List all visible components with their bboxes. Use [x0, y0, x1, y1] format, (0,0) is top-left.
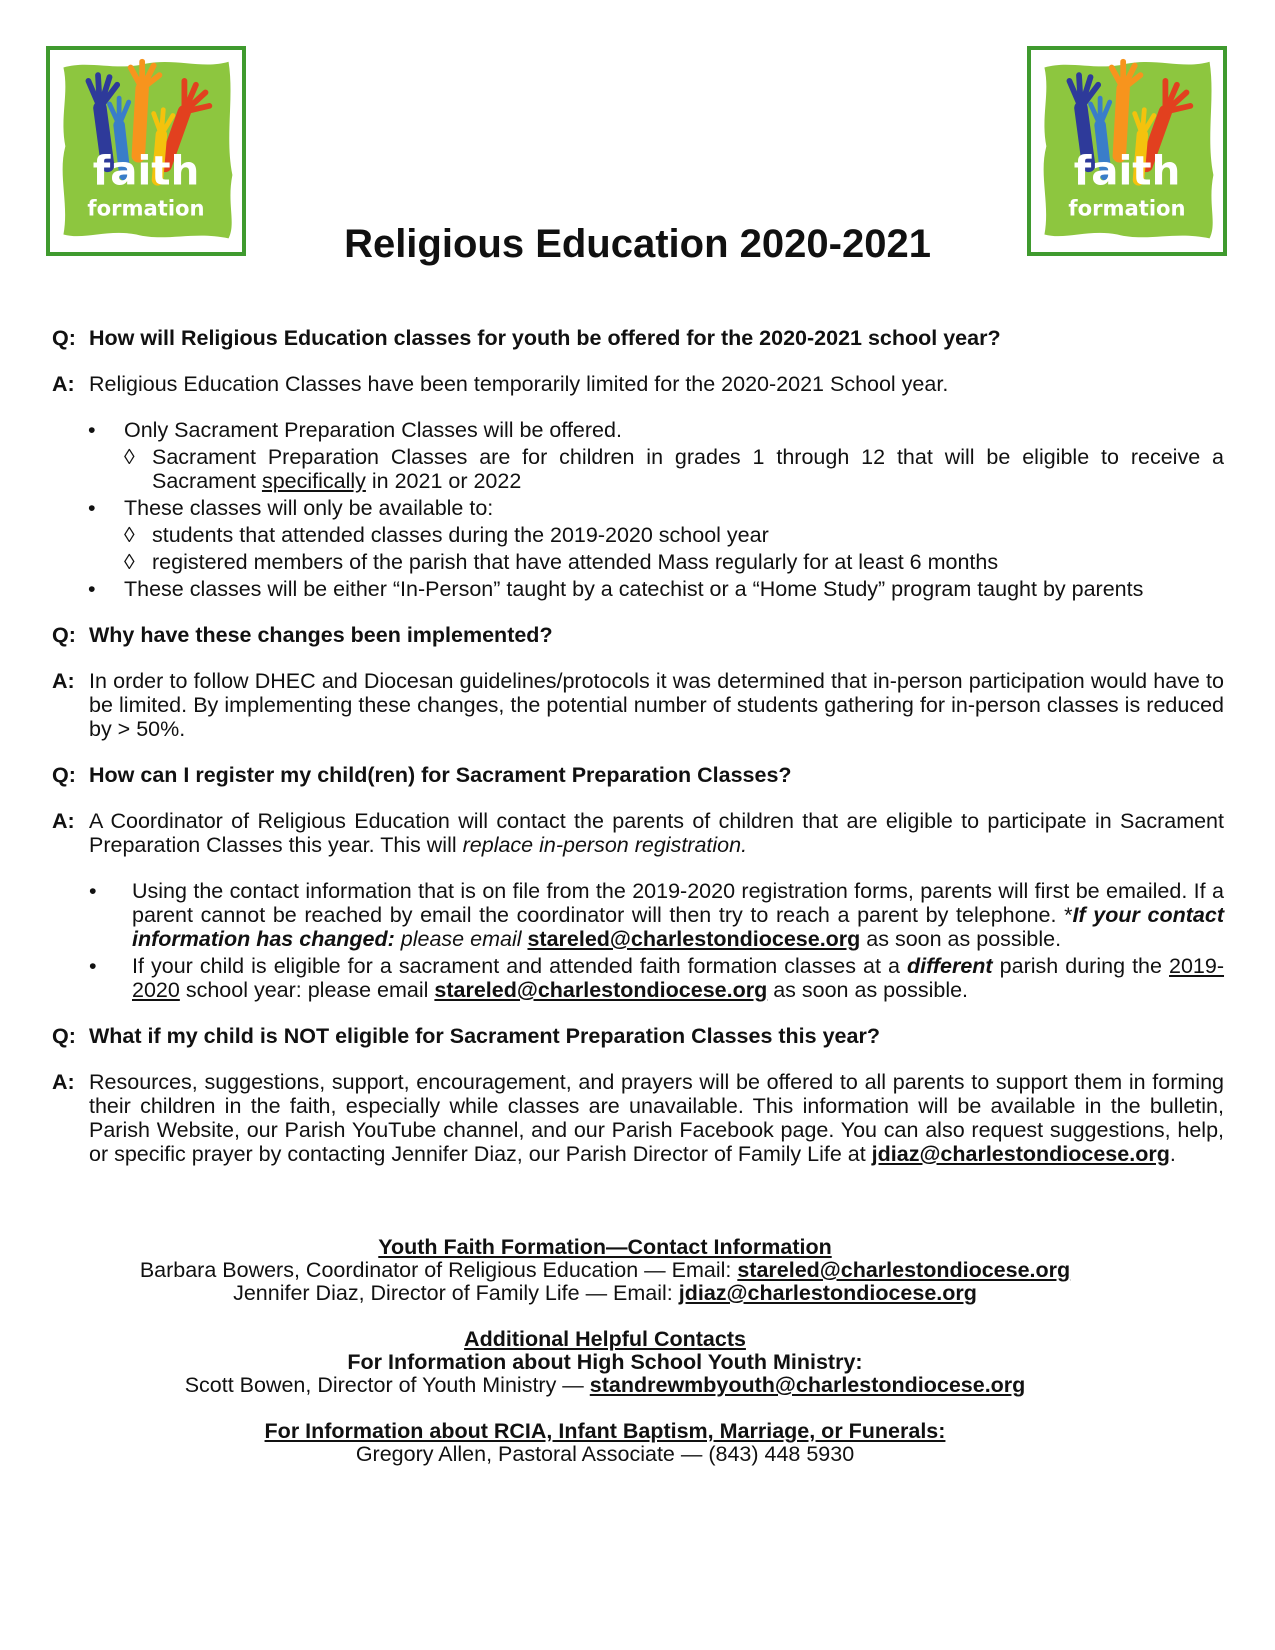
list-item: • Only Sacrament Preparation Classes will be offered. ◊ Sacrament Preparation Classes are for children in grades 1 through 12 that will be eligible to receive a Sacrament specifically in 2021 or 2022: [52, 418, 1224, 493]
question-4: [52, 1024, 1224, 1048]
email-link[interactable]: jdiaz@charlestondiocese.org: [678, 1281, 977, 1305]
answer-1-bullets: [52, 418, 1224, 601]
email-link[interactable]: jdiaz@charlestondiocese.org: [871, 1142, 1170, 1166]
sub-list: [124, 523, 1224, 574]
email-link[interactable]: stareled@charlestondiocese.org: [527, 927, 861, 951]
list-item: • These classes will only be available to: ◊ students that attended classes during the 2019-2020 school year ◊ registered members of the parish that have attended Mass regularly for at least 6 months: [52, 496, 1224, 574]
list-item: ◊ registered members of the parish that have attended Mass regularly for at least 6 months: [124, 550, 1224, 574]
faq-body: [52, 326, 1224, 1166]
answer-3-bullets: [52, 879, 1224, 1002]
q-label: Q:: [52, 326, 76, 350]
page-title: Religious Education 2020-2021: [344, 222, 931, 266]
q-label: Q:: [52, 623, 76, 647]
contact-line: Barbara Bowers, Coordinator of Religious Education — Email: stareled@charlestondiocese.org: [139, 1258, 1071, 1282]
svg-text:formation: formation: [87, 195, 205, 221]
question-text: What if my child is NOT eligible for Sacrament Preparation Classes this year?: [89, 1024, 880, 1048]
question-text: How can I register my child(ren) for Sacrament Preparation Classes?: [89, 763, 792, 787]
question-text: Why have these changes been implemented?: [89, 623, 553, 647]
svg-text:formation: formation: [1068, 195, 1186, 221]
contact-line: Scott Bowen, Director of Youth Ministry — standrewmbyouth@charlestondiocese.org: [184, 1373, 1026, 1397]
contact-heading: For Information about RCIA, Infant Baptism, Marriage, or Funerals:: [264, 1419, 946, 1443]
contact-line: Gregory Allen, Pastoral Associate — (843) 448 5930: [355, 1442, 855, 1466]
list-item: • Using the contact information that is on file from the 2019-2020 registration forms, parents will first be emailed. If a parent cannot be reached by email the coordinator will then try to reach a parent by telephone. *If your contact information has changed: please email stareled@charlestondiocese.org as soon as possible.: [52, 879, 1224, 951]
question-text: How will Religious Education classes for youth be offered for the 2020-2021 school year?: [89, 326, 1001, 350]
list-item: • If your child is eligible for a sacrament and attended faith formation classes at a different parish during the 2019-2020 school year: please email stareled@charlestondiocese.org as soon as possible.: [52, 954, 1224, 1002]
answer-4: [52, 1070, 1224, 1166]
contact-line: Jennifer Diaz, Director of Family Life — Email: jdiaz@charlestondiocese.org: [233, 1281, 977, 1305]
answer-text: In order to follow DHEC and Diocesan guidelines/protocols it was determined that in-person participation would have to be limited. By implementing these changes, the potential number of students gathering for in-person classes is reduced by > 50%.: [89, 669, 1224, 741]
answer-2: [52, 669, 1224, 741]
question-1: [52, 326, 1224, 350]
svg-text:faith: faith: [92, 147, 200, 195]
answer-text: A Coordinator of Religious Education will contact the parents of children that are eligible to participate in Sacrament Preparation Classes this year. This will replace in-person registration.: [89, 809, 1224, 857]
list-item: ◊ students that attended classes during the 2019-2020 school year: [124, 523, 1224, 547]
q-label: Q:: [52, 763, 76, 787]
question-3: [52, 763, 1224, 787]
contact-heading: Additional Helpful Contacts: [464, 1327, 746, 1351]
a-label: A:: [52, 669, 75, 693]
answer-text: Religious Education Classes have been temporarily limited for the 2020-2021 School year.: [89, 372, 949, 396]
email-link[interactable]: stareled@charlestondiocese.org: [737, 1258, 1071, 1282]
answer-1: [52, 372, 1224, 396]
a-label: A:: [52, 372, 75, 396]
answer-3: [52, 809, 1224, 857]
q-label: Q:: [52, 1024, 76, 1048]
list-item: ◊ Sacrament Preparation Classes are for children in grades 1 through 12 that will be eligible to receive a Sacrament specifically in 2021 or 2022: [124, 445, 1224, 493]
list-item: • These classes will be either “In-Person” taught by a catechist or a “Home Study” program taught by parents: [52, 577, 1224, 601]
contact-subheading: For Information about High School Youth Ministry:: [347, 1350, 863, 1374]
question-2: [52, 623, 1224, 647]
contact-heading: Youth Faith Formation—Contact Information: [378, 1235, 832, 1259]
contact-information: [0, 1236, 1210, 1466]
svg-text:faith: faith: [1073, 147, 1181, 195]
sub-list: [124, 445, 1224, 493]
email-link[interactable]: stareled@charlestondiocese.org: [434, 978, 768, 1002]
email-link[interactable]: standrewmbyouth@charlestondiocese.org: [589, 1373, 1026, 1397]
a-label: A:: [52, 1070, 75, 1094]
a-label: A:: [52, 809, 75, 833]
answer-text: Resources, suggestions, support, encouragement, and prayers will be offered to all parents to support them in forming their children in the faith, especially while classes are unavailable. This information will be available in the bulletin, Parish Website, our Parish YouTube channel, and our Parish Facebook page. You can also request suggestions, help, or specific prayer by contacting Jennifer Diaz, our Parish Director of Family Life at jdiaz@charlestondiocese.org.: [89, 1070, 1224, 1166]
